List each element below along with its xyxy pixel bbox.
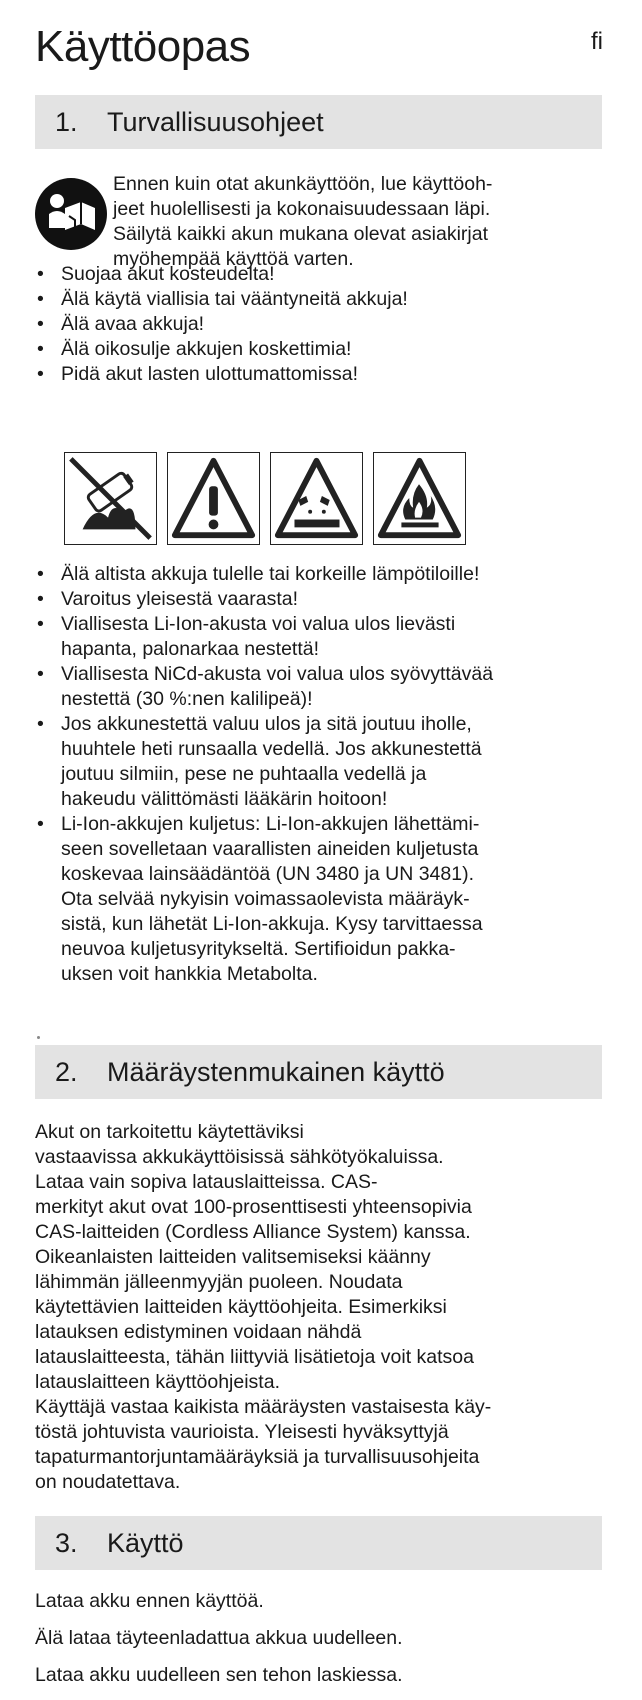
flammable-icon (373, 452, 466, 545)
list-item-line: hakeudu välittömästi lääkärin hoitoon! (61, 788, 388, 810)
manual-reading-icon (35, 178, 107, 250)
list-item: • Älä oikosulje akkujen koskettimia! (35, 337, 602, 362)
section-header-safety (35, 95, 602, 149)
paragraph-line: latauksen edistyminen voidaan nähdä (35, 1321, 362, 1343)
list-item-line: nestettä (30 %:nen kalilipeä)! (61, 688, 313, 710)
section-title: Määräystenmukainen käyttö (107, 1056, 445, 1087)
intro-line: myöhempää käyttöä varten. (113, 248, 354, 270)
safety-list-1 (35, 262, 602, 387)
paragraph-line: Lataa akku ennen käyttöä. (35, 1590, 264, 1612)
paragraph-line: latauslaitteen käyttöohjeista. (35, 1371, 280, 1393)
list-item (35, 612, 602, 662)
section-title: Käyttö (107, 1527, 184, 1558)
paragraph-line: latauslaitteesta, tähän liittyviä lisätietoja voit katsoa (35, 1346, 474, 1368)
paragraph-line: Käyttäjä vastaa kaikista määräysten vastaisesta käy- (35, 1396, 492, 1418)
list-item-line: koskevaa lainsäädäntöä (UN 3480 ja UN 3481). (61, 863, 474, 885)
list-item-line: • Viallisesta NiCd-akusta voi valua ulos syövyttävää (61, 663, 494, 685)
paragraph-line: CAS-laitteiden (Cordless Alliance System) kanssa. (35, 1221, 471, 1243)
list-item-line: • Jos akkunestettä valuu ulos ja sitä joutuu iholle, (61, 713, 472, 735)
list-item: • Älä käytä viallisia tai vääntyneitä akkuja! (35, 287, 602, 312)
list-item (35, 812, 602, 987)
paragraph-line: Älä lataa täyteenladattua akkua uudelleen. (35, 1627, 403, 1649)
paragraph-line: Lataa akku uudelleen sen tehon laskiessa. (35, 1664, 403, 1686)
paragraph-line: lähimmän jälleenmyyjän puoleen. Noudata (35, 1271, 403, 1293)
list-item-line: huuhtele heti runsaalla vedellä. Jos akkunestettä (61, 738, 482, 760)
paragraph-line: Lataa vain sopiva latauslaitteissa. CAS- (35, 1171, 378, 1193)
usage-text (35, 1589, 615, 1700)
paragraph-line: käytettävien laitteiden käyttöohjeita. Esimerkiksi (35, 1296, 447, 1318)
list-item-line: • Viallisesta Li-Ion-akusta voi valua ulos lievästi (61, 613, 456, 635)
list-item-line: seen sovelletaan vaarallisten aineiden kuljetusta (61, 838, 479, 860)
list-item-line: • Li-Ion-akkujen kuljetus: Li-Ion-akkujen lähettämi- (61, 813, 480, 835)
paragraph-line: on noudatettava. (35, 1471, 181, 1493)
paragraph-line: töstä johtuvista vaurioista. Yleisesti hyväksyttyjä (35, 1421, 449, 1443)
section-number: 2. (55, 1056, 78, 1087)
list-item: • Pidä akut lasten ulottumattomissa! (35, 362, 602, 387)
section-number: 3. (55, 1527, 78, 1558)
intro-line: Ennen kuin otat akunkäyttöön, lue käyttöoh- (113, 173, 493, 195)
page-title: Käyttöopas (35, 22, 251, 71)
list-item-line: • Älä altista akkuja tulelle tai korkeille lämpötiloille! (61, 563, 480, 585)
list-item (35, 587, 602, 612)
corrosive-icon (270, 452, 363, 545)
paragraph-line: vastaavissa akkukäyttöisissä sähkötyökaluissa. (35, 1146, 444, 1168)
list-item-line: uksen voit hankkia Metabolta. (61, 963, 318, 985)
no-fire-icon (64, 452, 157, 545)
intro-block (35, 172, 602, 272)
list-item (35, 562, 602, 587)
list-item (35, 712, 602, 812)
section-header-intended-use (35, 1045, 602, 1099)
list-item-line: neuvoa kuljetusyritykseltä. Sertifioidun pakka- (61, 938, 456, 960)
section-title: Turvallisuusohjeet (107, 106, 324, 137)
warning-icons-row (64, 452, 466, 545)
language-code: fi (591, 28, 603, 55)
safety-list-2 (35, 562, 602, 987)
list-item-line: hapanta, palonarkaa nestettä! (61, 638, 320, 660)
list-item-line: Ota selvää nykyisin voimassaolevista määräyk- (61, 888, 470, 910)
paragraph-line: merkityt akut ovat 100-prosenttisesti yhteensopivia (35, 1196, 472, 1218)
intro-text (113, 172, 492, 272)
intended-use-text (35, 1120, 615, 1495)
section-number: 1. (55, 106, 78, 137)
list-item-line: joutuu silmiin, pese ne puhtaalla vedellä ja (61, 763, 427, 785)
intro-line: jeet huolellisesti ja kokonaisuudessaan läpi. (113, 198, 491, 220)
list-item: • Suojaa akut kosteudelta! (35, 262, 602, 287)
section-header-usage (35, 1516, 602, 1570)
paragraph-line: Oikeanlaisten laitteiden valitsemiseksi käänny (35, 1246, 431, 1268)
intro-line: Säilytä kaikki akun mukana olevat asiakirjat (113, 223, 489, 245)
general-warning-icon (167, 452, 260, 545)
list-item: • Älä avaa akkuja! (35, 312, 602, 337)
list-item-line: • Varoitus yleisestä vaarasta! (61, 588, 298, 610)
paragraph-line: Akut on tarkoitettu käytettäviksi (35, 1121, 304, 1143)
list-item-line: sistä, kun lähetät Li-Ion-akkuja. Kysy tarvittaessa (61, 913, 483, 935)
paragraph-line: tapaturmantorjuntamääräyksiä ja turvallisuusohjeita (35, 1446, 480, 1468)
list-item (35, 662, 602, 712)
stray-dot (37, 1036, 40, 1039)
